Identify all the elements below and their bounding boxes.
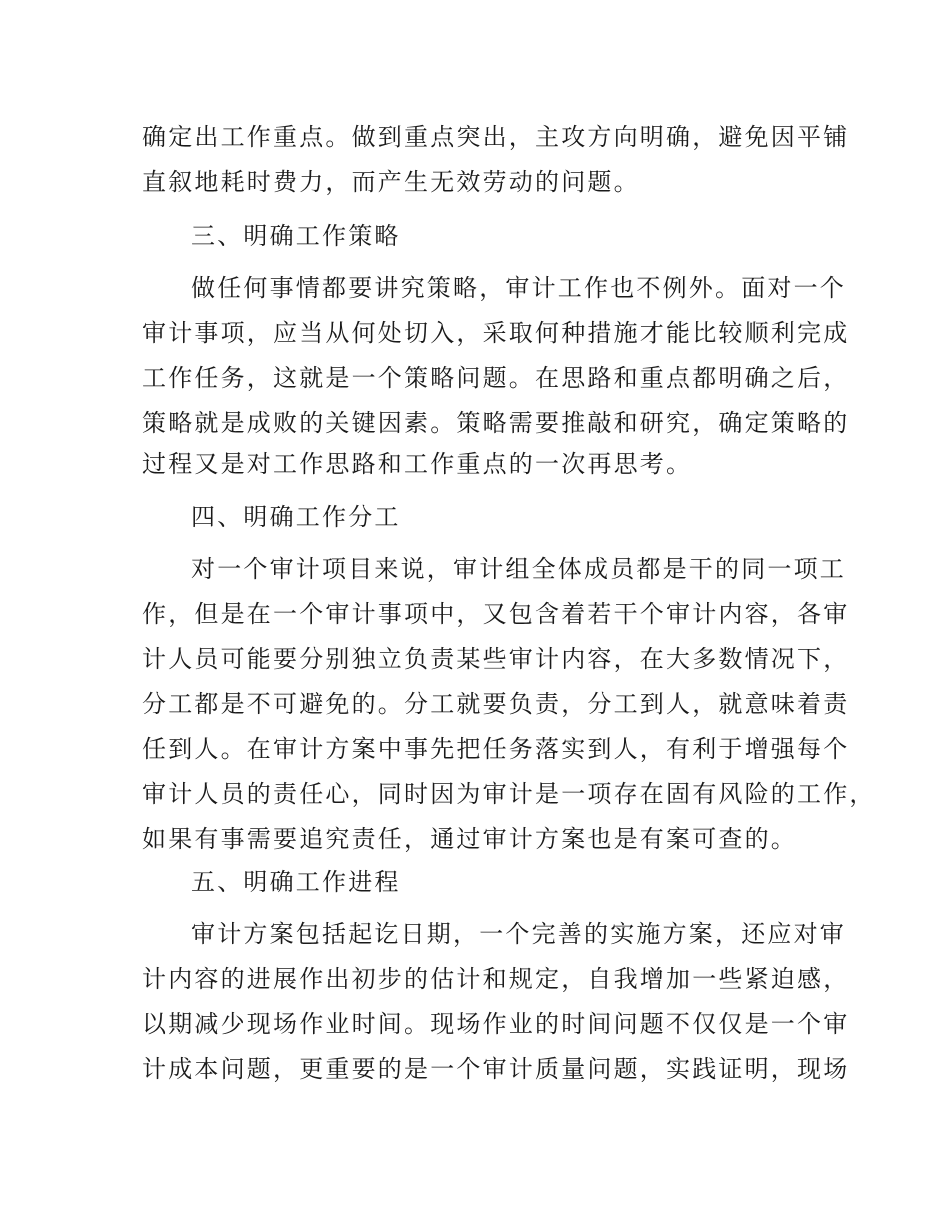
paragraph-line: 计人员可能要分别独立负责某些审计内容，在大多数情况下，	[142, 645, 850, 673]
paragraph-line: 以期减少现场作业时间。现场作业的时间问题不仅仅是一个审	[142, 1010, 850, 1038]
paragraph-line: 做任何事情都要讲究策略，审计工作也不例外。面对一个	[191, 274, 846, 302]
paragraph-line: 直叙地耗时费力，而产生无效劳动的问题。	[142, 168, 640, 196]
paragraph-line: 审计方案包括起讫日期，一个完善的实施方案，还应对审	[191, 920, 846, 948]
paragraph-line: 任到人。在审计方案中事先把任务落实到人，有利于增强每个	[142, 735, 850, 763]
section-heading-schedule: 五、明确工作进程	[191, 868, 401, 896]
paragraph-line: 审计事项，应当从何处切入，采取何种措施才能比较顺利完成	[142, 319, 850, 347]
paragraph-line: 分工都是不可避免的。分工就要负责，分工到人，就意味着责	[142, 690, 850, 718]
paragraph-line: 审计人员的责任心，同时因为审计是一项存在固有风险的工作，	[142, 780, 876, 808]
section-heading-strategy: 三、明确工作策略	[191, 222, 401, 250]
paragraph-line: 工作任务，这就是一个策略问题。在思路和重点都明确之后，	[142, 364, 850, 392]
paragraph-line: 对一个审计项目来说，审计组全体成员都是干的同一项工	[191, 555, 846, 583]
paragraph-line: 计成本问题，更重要的是一个审计质量问题，实践证明，现场	[142, 1055, 850, 1083]
paragraph-line: 过程又是对工作思路和工作重点的一次再思考。	[142, 450, 693, 478]
paragraph-line: 确定出工作重点。做到重点突出，主攻方向明确，避免因平铺	[142, 123, 850, 151]
paragraph-line: 如果有事需要追究责任，通过审计方案也是有案可查的。	[142, 825, 797, 853]
paragraph-line: 计内容的进展作出初步的估计和规定，自我增加一些紧迫感，	[142, 965, 850, 993]
paragraph-line: 策略就是成败的关键因素。策略需要推敲和研究，确定策略的	[142, 409, 850, 437]
paragraph-line: 作，但是在一个审计事项中，又包含着若干个审计内容，各审	[142, 600, 850, 628]
section-heading-division: 四、明确工作分工	[191, 503, 401, 531]
